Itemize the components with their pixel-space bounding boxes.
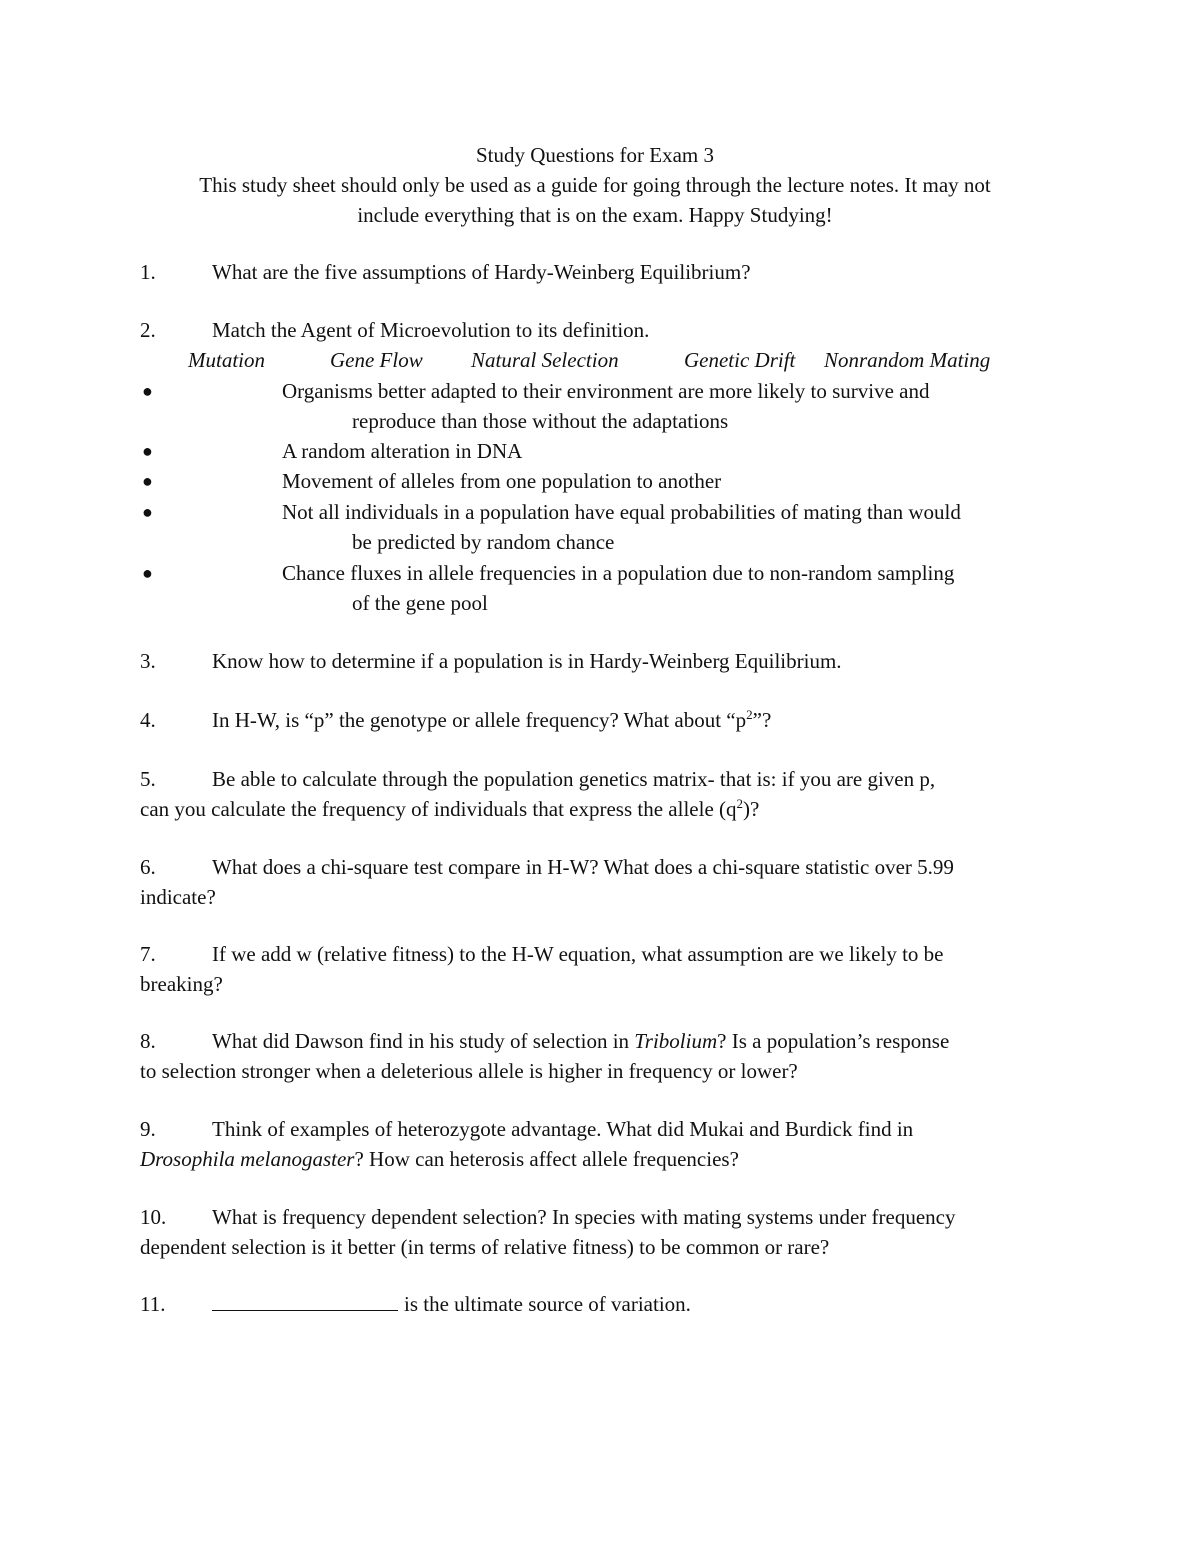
question-9: [140, 1114, 1050, 1174]
question-line-2: to selection stronger when a deleterious allele is higher in frequency or lower?: [140, 1059, 798, 1083]
question-line-1-end: ? Is a population’s response: [717, 1029, 950, 1053]
page-title: Study Questions for Exam 3: [476, 143, 714, 167]
definition-line-1: Organisms better adapted to their environment are more likely to survive and: [282, 379, 930, 403]
question-text: Know how to determine if a population is in Hardy-Weinberg Equilibrium.: [212, 649, 842, 673]
agent-genetic-drift: Genetic Drift: [684, 348, 796, 372]
definition-line-1: Chance fluxes in allele frequencies in a population due to non-random sampling: [282, 561, 955, 585]
definition-line-2: be predicted by random chance: [352, 530, 615, 554]
question-line-1: Be able to calculate through the population genetics matrix- that is: if you are given p,: [212, 767, 936, 791]
question-line-2-end: )?: [743, 797, 760, 821]
definition-line-2: of the gene pool: [352, 591, 488, 615]
question-number: 1.: [140, 260, 156, 284]
superscript: 2: [746, 707, 753, 722]
bullet-icon: ●: [142, 563, 153, 583]
question-number: 11.: [140, 1292, 166, 1316]
question-line-2: ? How can heterosis affect allele frequencies?: [354, 1147, 739, 1171]
question-10: [140, 1202, 1050, 1262]
question-number: 5.: [140, 767, 156, 791]
question-number: 8.: [140, 1029, 156, 1053]
question-text-end: ”?: [752, 708, 772, 732]
question-line-1: What is frequency dependent selection? In species with mating systems under frequency: [212, 1205, 956, 1229]
question-number: 3.: [140, 649, 156, 673]
question-number: 9.: [140, 1117, 156, 1141]
question-3: [140, 646, 1050, 676]
question-text: is the ultimate source of variation.: [404, 1292, 691, 1316]
question-number: 4.: [140, 708, 156, 732]
agent-mutation: Mutation: [188, 348, 265, 372]
definition-line-1: Not all individuals in a population have equal probabilities of mating than would: [282, 500, 961, 524]
definition-line-1: Movement of alleles from one population to another: [282, 469, 722, 493]
question-4: [140, 705, 1050, 735]
question-6: [140, 852, 1050, 912]
question-line-1: If we add w (relative fitness) to the H-W equation, what assumption are we likely to be: [212, 942, 944, 966]
question-line-1: What did Dawson find in his study of selection in: [212, 1029, 635, 1053]
question-number: 2.: [140, 318, 156, 342]
definition-line-1: A random alteration in DNA: [282, 439, 523, 463]
bullet-icon: ●: [142, 471, 153, 491]
intro-line-2: include everything that is on the exam. Happy Studying!: [357, 203, 833, 227]
agent-natural-selection: Natural Selection: [471, 348, 619, 372]
bullet-icon: ●: [142, 381, 153, 401]
species-name: Tribolium: [634, 1029, 718, 1053]
answer-blank: [212, 1290, 398, 1311]
bullet-icon: ●: [142, 502, 153, 522]
question-line-2: indicate?: [140, 885, 216, 909]
question-5: [140, 764, 1050, 824]
intro-text: [140, 170, 1050, 230]
agent-nonrandom-mating: Nonrandom Mating: [824, 348, 991, 372]
species-name: Drosophila melanogaster: [140, 1147, 355, 1171]
question-1: [140, 257, 1050, 287]
question-11: [140, 1289, 1050, 1319]
question-text: What are the five assumptions of Hardy-Weinberg Equilibrium?: [212, 260, 751, 284]
question-line-1: Think of examples of heterozygote advantage. What did Mukai and Burdick find in: [212, 1117, 914, 1141]
question-number: 6.: [140, 855, 156, 879]
question-line-2: can you calculate the frequency of individuals that express the allele (q: [140, 797, 737, 821]
question-7: [140, 939, 1050, 999]
superscript: 2: [736, 796, 744, 811]
question-8: [140, 1026, 1050, 1086]
question-number: 7.: [140, 942, 156, 966]
intro-line-1: This study sheet should only be used as a guide for going through the lecture notes. It may not: [199, 173, 991, 197]
question-line-2: dependent selection is it better (in terms of relative fitness) to be common or rare?: [140, 1235, 830, 1259]
question-line-2: breaking?: [140, 972, 223, 996]
question-text: In H-W, is “p” the genotype or allele frequency? What about “p: [212, 708, 747, 732]
definition-line-2: reproduce than those without the adaptations: [352, 409, 729, 433]
question-2: [140, 315, 1050, 345]
question-line-1: What does a chi-square test compare in H-W? What does a chi-square statistic over 5.99: [212, 855, 954, 879]
bullet-icon: ●: [142, 441, 153, 461]
agent-gene-flow: Gene Flow: [330, 348, 423, 372]
question-number: 10.: [140, 1205, 167, 1229]
question-text: Match the Agent of Microevolution to its definition.: [212, 318, 650, 342]
